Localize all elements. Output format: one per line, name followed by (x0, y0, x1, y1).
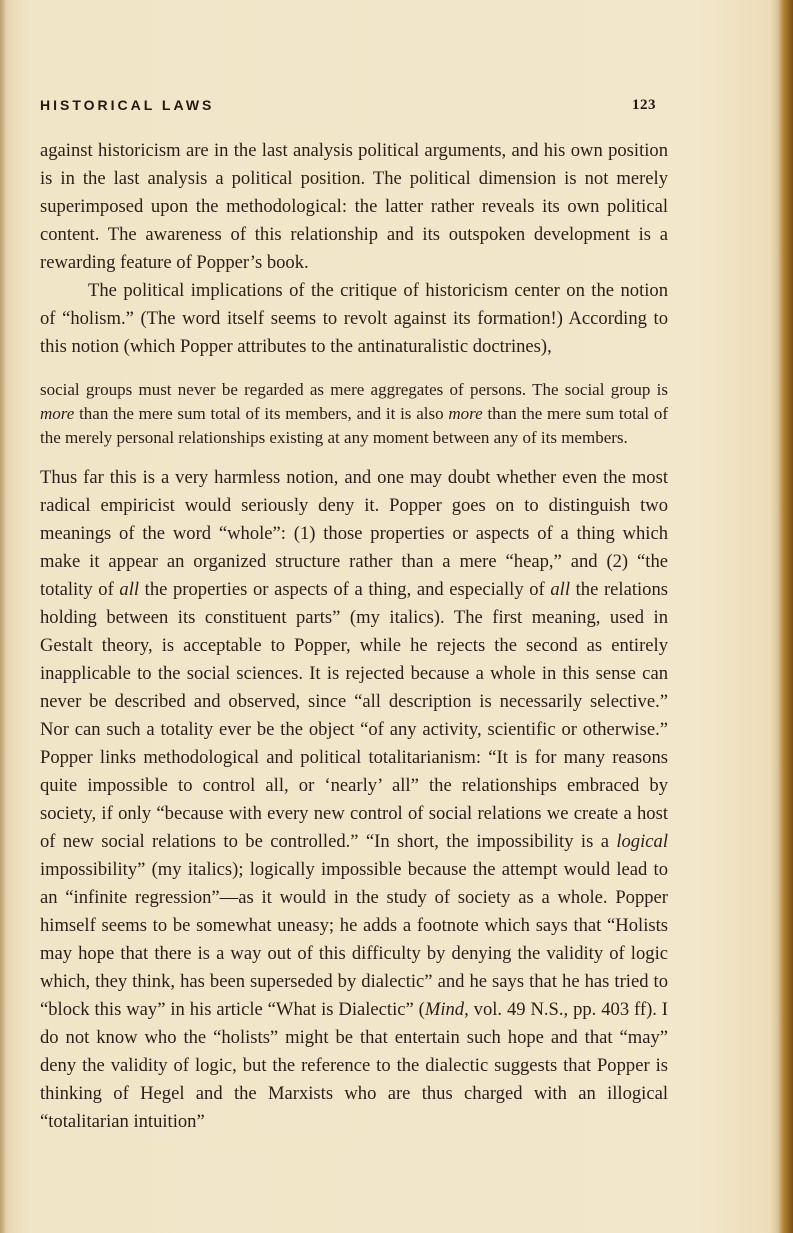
paragraph-1: against historicism are in the last analysis political arguments, and his own position is in the last analysis a political position. The political dimension is not merely superimposed upon the methodological: the latter rather reveals its own political content. The awareness of this relationship and its outspoken development is a rewarding feature of Popper’s book. (40, 140, 668, 273)
emphasis-more-1: more (40, 404, 75, 423)
running-title: HISTORICAL LAWS (40, 97, 215, 113)
block-quote: social groups must never be regarded as mere aggregates of persons. The social group is more than the mere sum total of its members, and it is also more than the mere sum total of the merely personal relationships existing at any moment between any of its members. (40, 380, 668, 447)
running-head (40, 97, 656, 117)
emphasis-all-1: all (119, 579, 140, 600)
emphasis-more-2: more (448, 404, 483, 423)
emphasis-mind: Mind, (424, 999, 469, 1020)
page-gutter-shadow (0, 0, 6, 1233)
paragraph-3: Thus far this is a very harmless notion, and one may doubt whether even the most radical empiricist would seriously deny it. Popper goes on to distinguish two meanings of the word “whole”: (1) those properties or aspects of a thing which make it appear an organized structure rather than a mere “heap,” and (2) “the totality of all the properties or aspects of a thing, and especially of all the relations holding between its constituent parts” (my italics). The first meaning, used in Gestalt theory, is acceptable to Popper, while he rejects the second as entirely inapplicable to the social sciences. It is rejected because a whole in this sense can never be described and observed, since “all description is necessarily selective.” Nor can such a totality ever be the object “of any activity, scientific or otherwise.” Popper links methodological and political totalitarianism: “It is for many reasons quite impossible to control all, or ‘nearly’ all” the relationships embraced by society, if only “because with every new control of social relations we create a host of new social relations to be controlled.” “In short, the impossibility is a logical impossibility” (my italics); logically impossible because the attempt would lead to an “infinite regression”—as it would in the study of society as a whole. Popper himself seems to be somewhat uneasy; he adds a footnote which says that “Holists may hope that there is a way out of this difficulty by denying the validity of logic which, they think, has been superseded by dialectic” and he says that he has tried to “block this way” in his article “What is Dialectic” (Mind, vol. 49 N.S., pp. 403 ff). I do not know who the “holists” might be that entertain such hope and that “may” deny the validity of logic, but the reference to the dialectic suggests that Popper is thinking of Hegel and the Marxists who are thus charged with an illogical “totalitarian intuition” (40, 467, 669, 1132)
paragraph-2: The political implications of the critique of historicism center on the notion of “holism.” (The word itself seems to revolt against its formation!) According to this notion (which Popper attributes to the antinaturalistic doctrines), (40, 280, 668, 357)
emphasis-logical: logical (616, 831, 668, 852)
body-text (40, 137, 668, 1136)
emphasis-all-2: all (550, 579, 571, 600)
page-number: 123 (632, 97, 656, 113)
